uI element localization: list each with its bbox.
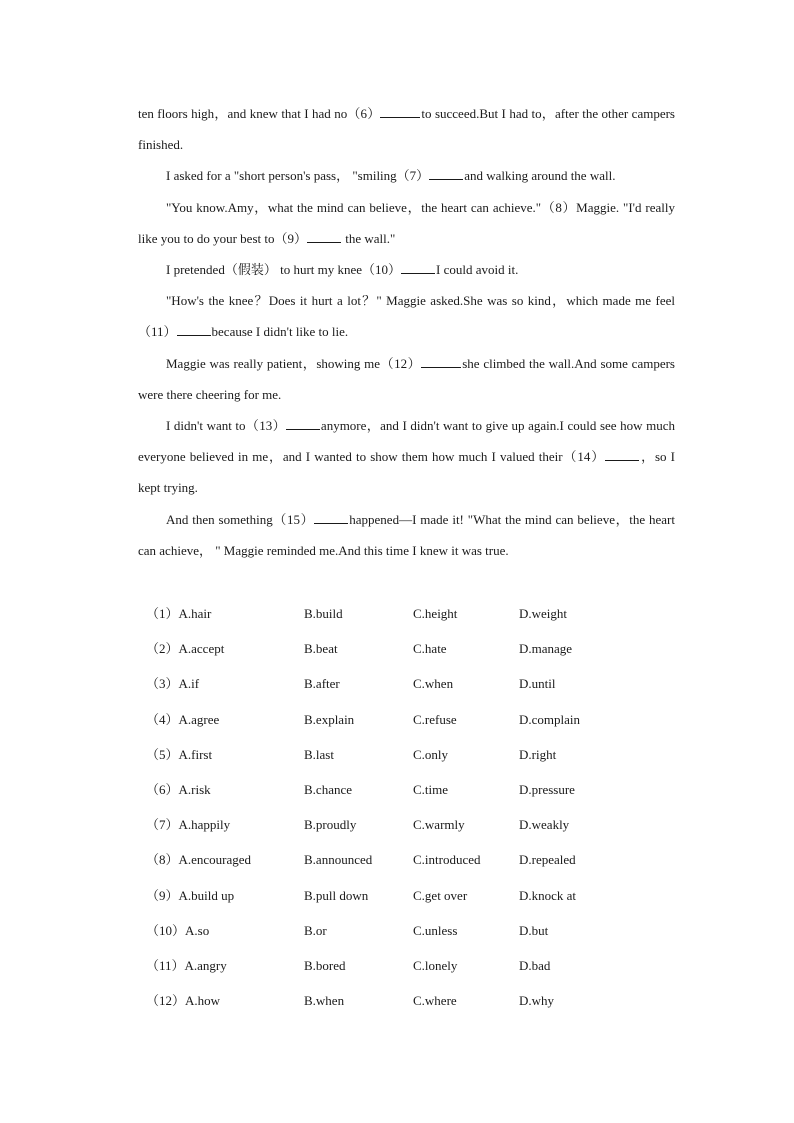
paragraph-text: ，so I kept trying. <box>138 449 675 496</box>
paragraph-text: anymore，and I didn't want to give up again.I could see how much everyone believed in me，and I wanted to show them how much I valued their（14） <box>138 418 675 465</box>
paragraph-text: because I didn't like to lie. <box>211 324 349 340</box>
option-b: B.or <box>304 922 327 938</box>
option-a: （8）A.encouraged <box>146 852 252 868</box>
option-b: B.after <box>304 676 340 692</box>
option-a: （7）A.happily <box>146 817 231 833</box>
paragraph <box>138 504 675 566</box>
option-c: C.warmly <box>413 817 465 833</box>
option-c: C.time <box>413 781 449 797</box>
option-d: D.why <box>519 993 555 1009</box>
paragraph <box>138 192 675 254</box>
option-d: D.but <box>519 922 549 938</box>
option-a: （3）A.if <box>146 676 200 692</box>
option-a: （5）A.first <box>146 746 213 762</box>
option-c: C.where <box>413 993 457 1009</box>
reading-passage <box>138 98 675 566</box>
answer-blank <box>314 511 348 524</box>
option-d: D.pressure <box>519 781 575 797</box>
option-c: C.when <box>413 676 454 692</box>
option-c: C.introduced <box>413 852 481 868</box>
paragraph <box>138 410 675 504</box>
option-a: （2）A.accept <box>146 641 225 657</box>
paragraph <box>138 98 675 160</box>
paragraph-text: and walking around the wall. <box>464 168 616 184</box>
paragraph-text: happened—I made it! "What the mind can believe，the heart can achieve， " Maggie reminded me.And this time I knew it was true. <box>138 511 675 558</box>
paragraph <box>138 160 675 191</box>
paragraph <box>138 285 675 347</box>
option-row <box>146 983 666 1018</box>
paragraph-text: ten floors high，and knew that I had no（6） <box>138 106 381 121</box>
answer-blank <box>380 105 420 118</box>
paragraph-text: "How's the knee？Does it hurt a lot？" Maggie asked.She was so kind，which made me feel（11） <box>138 293 675 340</box>
option-b: B.beat <box>304 641 338 657</box>
answer-blank <box>421 355 461 368</box>
paragraph <box>138 254 675 285</box>
option-c: C.hate <box>413 641 447 657</box>
option-a: （1）A.hair <box>146 606 212 621</box>
option-b: B.bored <box>304 957 346 973</box>
paragraph-text: Maggie was really patient，showing me（12） <box>166 355 422 371</box>
option-b: B.pull down <box>304 887 369 903</box>
option-c: C.unless <box>413 922 458 938</box>
option-c: C.height <box>413 606 458 621</box>
option-d: D.manage <box>519 641 573 657</box>
answer-blank <box>401 261 435 274</box>
answer-blank <box>605 448 639 461</box>
option-row <box>146 842 666 877</box>
option-d: D.weakly <box>519 817 570 833</box>
option-c: C.get over <box>413 887 468 903</box>
paragraph-text: I didn't want to（13） <box>166 418 286 434</box>
option-b: B.when <box>304 993 345 1009</box>
option-row <box>146 913 666 948</box>
paragraph-text: I pretended（假装） to hurt my knee（10） <box>166 262 402 278</box>
option-row <box>146 807 666 842</box>
option-d: D.until <box>519 676 556 692</box>
option-d: D.repealed <box>519 852 576 868</box>
option-b: B.last <box>304 746 334 762</box>
option-row <box>146 702 666 737</box>
option-c: C.only <box>413 746 449 762</box>
option-row <box>146 772 666 807</box>
option-a: （9）A.build up <box>146 887 235 903</box>
option-a: （12）A.how <box>146 993 221 1009</box>
answer-blank <box>429 167 463 180</box>
option-row <box>146 666 666 701</box>
option-a: （6）A.risk <box>146 781 211 797</box>
option-b: B.explain <box>304 711 355 727</box>
paragraph-text: "You know.Amy，what the mind can believe，the heart can achieve."（8）Maggie. "I'd really like you to do your best to（9） <box>138 199 675 246</box>
option-row <box>146 596 666 631</box>
option-d: D.knock at <box>519 887 577 903</box>
option-b: B.proudly <box>304 817 357 833</box>
answer-blank <box>177 323 211 336</box>
paragraph <box>138 348 675 410</box>
option-d: D.right <box>519 746 557 762</box>
option-row <box>146 737 666 772</box>
option-b: B.chance <box>304 781 353 797</box>
option-row <box>146 948 666 983</box>
option-a: （4）A.agree <box>146 711 220 727</box>
option-b: B.announced <box>304 852 373 868</box>
paragraph-text: to succeed.But I had to，after the other campers finished. <box>138 106 675 153</box>
option-a: （11）A.angry <box>146 957 227 973</box>
paragraph-text: I could avoid it. <box>436 262 519 278</box>
option-d: D.bad <box>519 957 551 973</box>
option-row <box>146 631 666 666</box>
answer-options <box>146 596 666 1018</box>
option-d: D.complain <box>519 711 581 727</box>
paragraph-text: I asked for a "short person's pass， "smiling（7） <box>166 168 430 184</box>
paragraph-text: the wall." <box>342 230 396 246</box>
option-a: （10）A.so <box>146 922 210 938</box>
paragraph-text: And then something（15） <box>166 511 315 527</box>
answer-blank <box>307 230 341 243</box>
option-c: C.lonely <box>413 957 458 973</box>
answer-blank <box>286 417 320 430</box>
option-b: B.build <box>304 606 343 621</box>
option-row <box>146 878 666 913</box>
option-c: C.refuse <box>413 711 457 727</box>
option-d: D.weight <box>519 606 568 621</box>
paragraph-text: she climbed the wall.And some campers were there cheering for me. <box>138 355 675 402</box>
